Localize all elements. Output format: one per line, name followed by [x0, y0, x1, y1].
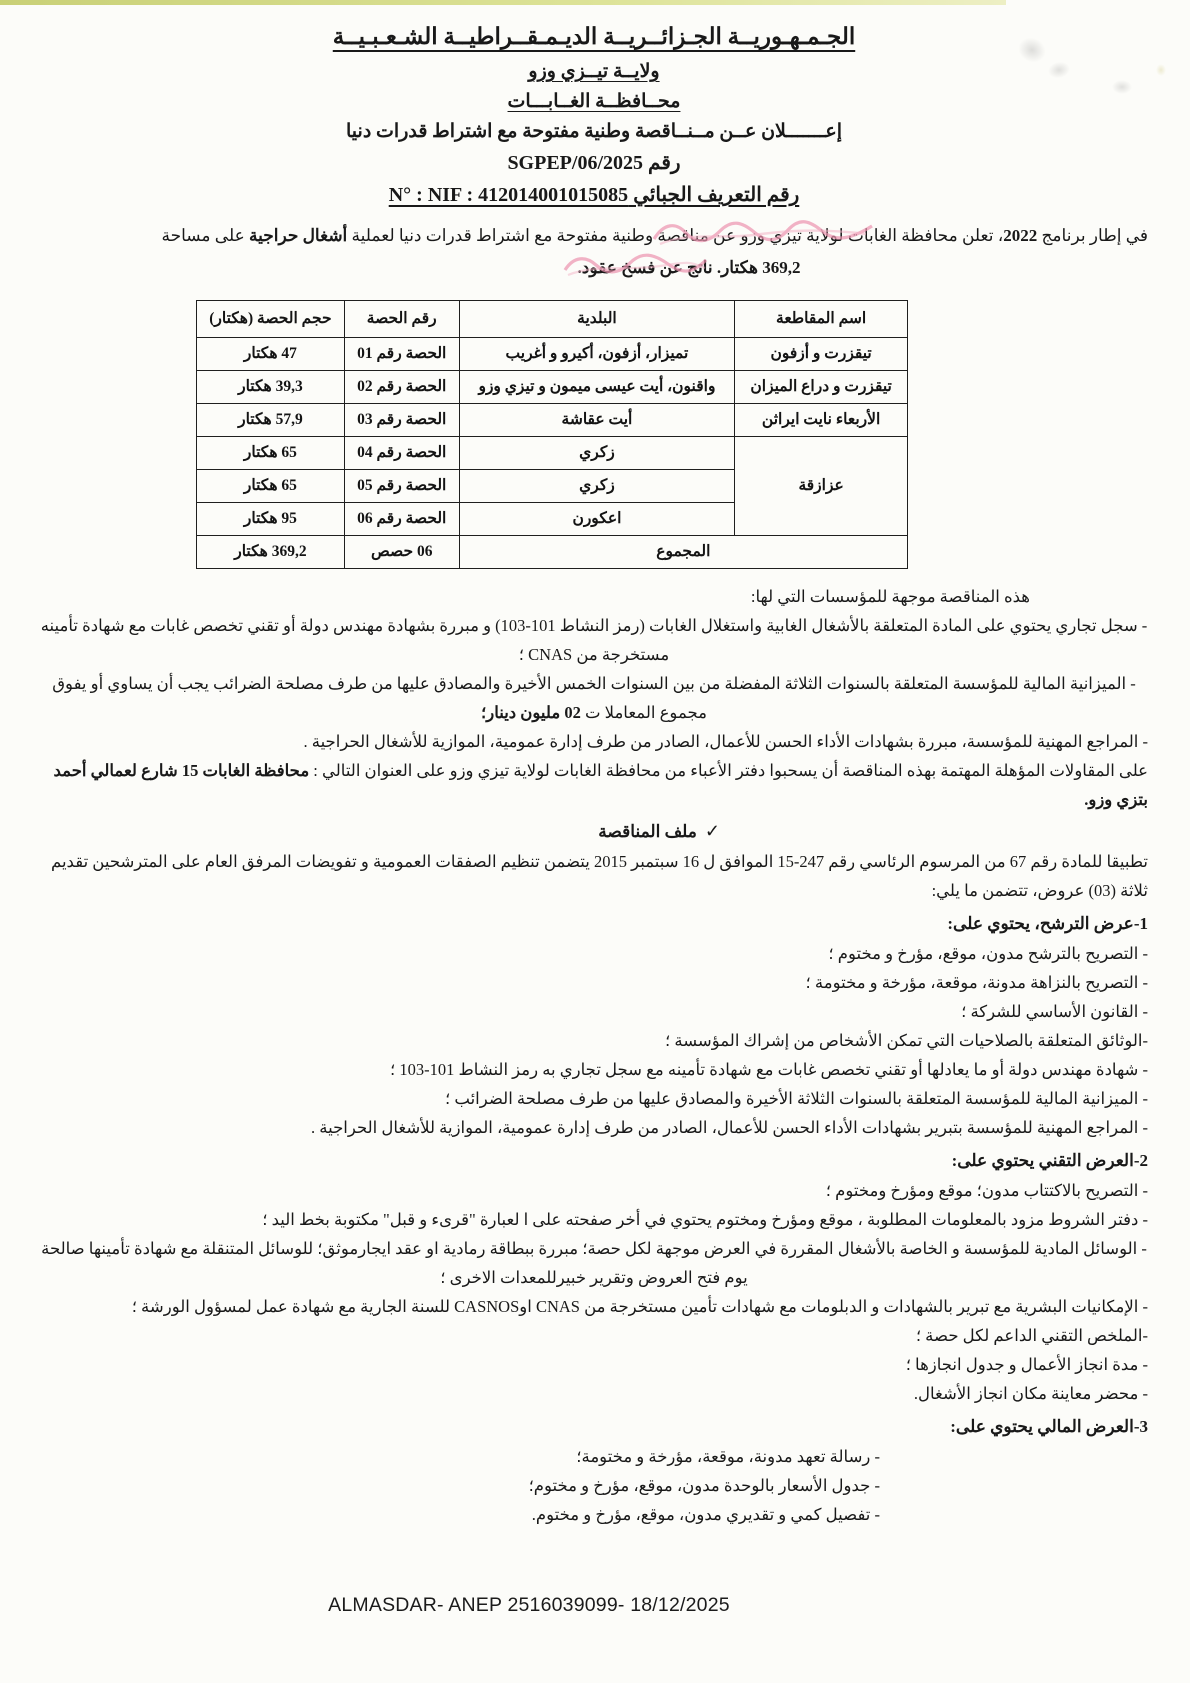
eligibility-title: هذه المناقصة موجهة للمؤسسات التي لها:	[750, 587, 1030, 606]
total-label-cell: المجموع	[459, 536, 907, 569]
table-row	[197, 437, 908, 470]
anep-footer: ALMASDAR- ANEP 2516039099- 18/12/2025	[328, 1594, 730, 1616]
municipality-cell: تميزار، أزفون، أكيرو و أغريب	[459, 338, 735, 371]
lot-size-cell: 65 هكتار	[197, 437, 345, 470]
municipality-cell: أيت عقاشة	[459, 404, 735, 437]
tender-file-heading	[40, 816, 1148, 847]
col-header-municipality: البلدية	[459, 301, 735, 338]
bullet-line: - الوسائل المادية للمؤسسة و الخاصة بالأشغال المقررة في العرض موجهة لكل حصة؛ مبررة ببطاقة رمادية او عقد ايجارموثق؛ للوسائل المتنقلة مع شهادة تأمينها صالحة يوم فتح العروض وتقرير خبيرللمعدات الاخرى ؛	[41, 1239, 1147, 1287]
lots-table	[196, 300, 908, 569]
intro-line-2: 369,2 هكتار. ناتج عن فسخ عقود.	[577, 258, 801, 277]
bullet-line: - محضر معاينة مكان انجاز الأشغال.	[913, 1384, 1148, 1403]
intro-paragraph	[40, 220, 1148, 284]
district-cell: الأربعاء نايت ايراثن	[735, 404, 908, 437]
tax-id-line: رقم التعريف الجبائي N° : NIF : 412014001015085	[388, 184, 800, 206]
district-cell: تيقزرت و دراع الميزان	[735, 371, 908, 404]
lot-size-cell: 39,3 هكتار	[197, 371, 345, 404]
total-lots-cell: 06 حصص	[344, 536, 459, 569]
col-header-lot-number: رقم الحصة	[344, 301, 459, 338]
bullet-line: - التصريح بالاكتتاب مدون؛ موقع ومؤرخ ومختوم ؛	[825, 1181, 1148, 1200]
eligibility-item-text: - الميزانية المالية للمؤسسة المتعلقة بالسنوات الثلاثة المفضلة من بين السنوات الخمس الأخيرة والمصادق عليها من طرف مصلحة الضرائب يجب أن يساوي أو يفوق مجموع المعاملا ت	[52, 674, 1136, 722]
table-row	[197, 371, 908, 404]
lot-number-cell: الحصة رقم 04	[344, 437, 459, 470]
bullet-line: -الملخص التقني الداعم لكل حصة ؛	[915, 1326, 1148, 1345]
district-cell: تيقزرت و أزفون	[735, 338, 908, 371]
scan-smudge	[1156, 64, 1166, 76]
intro-text: ، تعلن محافظة الغابات لولاية تيزي وزو عن مناقصة وطنية مفتوحة مع اشتراط قدرات دنيا لعملية	[347, 226, 1004, 245]
eligibility-item: - المراجع المهنية للمؤسسة، مبررة بشهادات الأداء الحسن للأعمال، الصادر من طرف إدارة عمومية، الموازية للأشغال الحراجية .	[303, 732, 1148, 751]
table-total-row	[197, 536, 908, 569]
table-row	[197, 404, 908, 437]
lot-size-cell: 47 هكتار	[197, 338, 345, 371]
lot-size-cell: 57,9 هكتار	[197, 404, 345, 437]
municipality-cell: زكري	[459, 470, 735, 503]
bullet-line: - التصريح بالنزاهة مدونة، موقعة، مؤرخة و مختومة ؛	[805, 973, 1148, 992]
lot-number-cell: الحصة رقم 05	[344, 470, 459, 503]
col-header-lot-size: حجم الحصة (هكتار)	[197, 301, 345, 338]
lot-number-cell: الحصة رقم 02	[344, 371, 459, 404]
section-2-heading: 2-العرض التقني يحتوي على:	[951, 1151, 1148, 1170]
municipality-cell: اعكورن	[459, 503, 735, 536]
eligibility-item: - سجل تجاري يحتوي على المادة المتعلقة بالأشغال الغابية واستغلال الغابات (رمز النشاط 101-103) و مبررة بشهادة مهندس دولة أو تقني تخصص غابات مع شهادة تأمينه مستخرجة من CNAS ؛	[40, 616, 1148, 664]
scan-smudge	[1112, 80, 1132, 94]
lot-size-cell: 65 هكتار	[197, 470, 345, 503]
intro-text: على مساحة	[161, 226, 249, 245]
total-size-cell: 369,2 هكتار	[197, 536, 345, 569]
bullet-line: - المراجع المهنية للمؤسسة بتبرير بشهادات الأداء الحسن للأعمال، الصادر من طرف إدارة عمومية، الموازية للأشغال الحراجية .	[311, 1118, 1148, 1137]
minimum-turnover: 02 مليون دينار؛	[481, 703, 581, 722]
district-cell: عزازقة	[735, 437, 908, 536]
withdrawal-text: على المقاولات المؤهلة المهتمة بهذه المناقصة أن يسحبوا دفتر الأعباء من محافظة الغابات لولاية تيزي وزو على العنوان التالي :	[309, 761, 1148, 780]
col-header-district: اسم المقاطعة	[735, 301, 908, 338]
bullet-line: - الميزانية المالية للمؤسسة المتعلقة بالسنوات الثلاثة الأخيرة والمصادق عليها من طرف مصلحة الضرائب ؛	[445, 1089, 1148, 1108]
legal-basis-paragraph: تطبيقا للمادة رقم 67 من المرسوم الرئاسي رقم 247-15 الموافق ل 16 سبتمبر 2015 يتضمن تنظيم الصفقات العمومية و تفويضات المرفق العام على المترشحين تقديم ثلاثة (03) عروض، تتضمن ما يلي:	[50, 852, 1148, 900]
bullet-line: - رسالة تعهد مدونة، موقعة، مؤرخة و مختومة؛	[576, 1447, 880, 1466]
tender-file-label: ملف المناقصة	[598, 822, 697, 841]
intro-text: في إطار برنامج	[1037, 226, 1148, 245]
bullet-line: - شهادة مهندس دولة أو ما يعادلها أو تقني تخصص غابات مع شهادة تأمينه مع سجل تجاري به رمز النشاط 101-103 ؛	[389, 1060, 1148, 1079]
bullet-line: - التصريح بالترشح مدون، موقع، مؤرخ و مختوم ؛	[828, 944, 1148, 963]
lot-size-cell: 95 هكتار	[197, 503, 345, 536]
checkmark-icon: ✓	[704, 821, 720, 841]
lot-number-cell: الحصة رقم 03	[344, 404, 459, 437]
bullet-line: - تفصيل كمي و تقديري مدون، موقع، مؤرخ و مختوم.	[531, 1505, 880, 1524]
bullet-line: - الإمكانيات البشرية مع تبرير بالشهادات و الدبلومات مع شهادات تأمين مستخرجة من CNAS اوCASNOS للسنة الجارية مع شهادة عمل لمسؤول الورشة ؛	[131, 1297, 1148, 1316]
table-row	[197, 338, 908, 371]
forest-conservation-line: محــافظــة الغــابـــات	[507, 91, 681, 112]
municipality-cell: زكري	[459, 437, 735, 470]
reference-number: رقم 2025/SGPEP/06	[507, 152, 681, 174]
intro-line-1	[40, 220, 1148, 252]
program-year: 2022	[1003, 226, 1038, 245]
republic-line: الجـمـهـوريــة الجـزائــريــة الديـمـقــراطيــة الشـعـبـيــة	[332, 24, 856, 49]
conservation-address: محافظة الغابات 15 شارع لعمالي أحمد بتزي وزو.	[53, 761, 1148, 809]
section-3-heading: 3-العرض المالي يحتوي على:	[950, 1417, 1148, 1436]
eligibility-item	[40, 669, 1148, 727]
bullet-line: - القانون الأساسي للشركة ؛	[961, 1002, 1148, 1021]
table-header-row	[197, 301, 908, 338]
bullet-line: - جدول الأسعار بالوحدة مدون، موقع، مؤرخ و مختوم؛	[528, 1476, 880, 1495]
bullet-line: - مدة انجاز الأعمال و جدول انجازها ؛	[905, 1355, 1148, 1374]
withdrawal-address	[40, 756, 1148, 814]
section-1-heading: 1-عرض الترشح، يحتوي على:	[947, 914, 1148, 933]
works-type: أشغال حراجية	[248, 226, 348, 245]
announcement-title: إعـــــــلان عــن مــنــاقصة وطنية مفتوحة مع اشتراط قدرات دنيا	[346, 121, 842, 142]
wilaya-line: ولايــة تيــزي وزو	[528, 61, 660, 82]
document-header	[40, 24, 1148, 207]
bullet-line: - دفتر الشروط مزود بالمعلومات المطلوبة ، موقع ومؤرخ ومختوم يحتوي في أخر صفحته على ا لعبارة "قرىء و قبل" مكتوبة بخط اليد ؛	[262, 1210, 1148, 1229]
lot-number-cell: الحصة رقم 06	[344, 503, 459, 536]
lot-number-cell: الحصة رقم 01	[344, 338, 459, 371]
municipality-cell: واقنون، أيت عيسى ميمون و تيزي وزو	[459, 371, 735, 404]
bullet-line: -الوثائق المتعلقة بالصلاحيات التي تمكن الأشخاص من إشراك المؤسسة ؛	[664, 1031, 1148, 1050]
scan-edge-artifact	[0, 0, 1006, 5]
